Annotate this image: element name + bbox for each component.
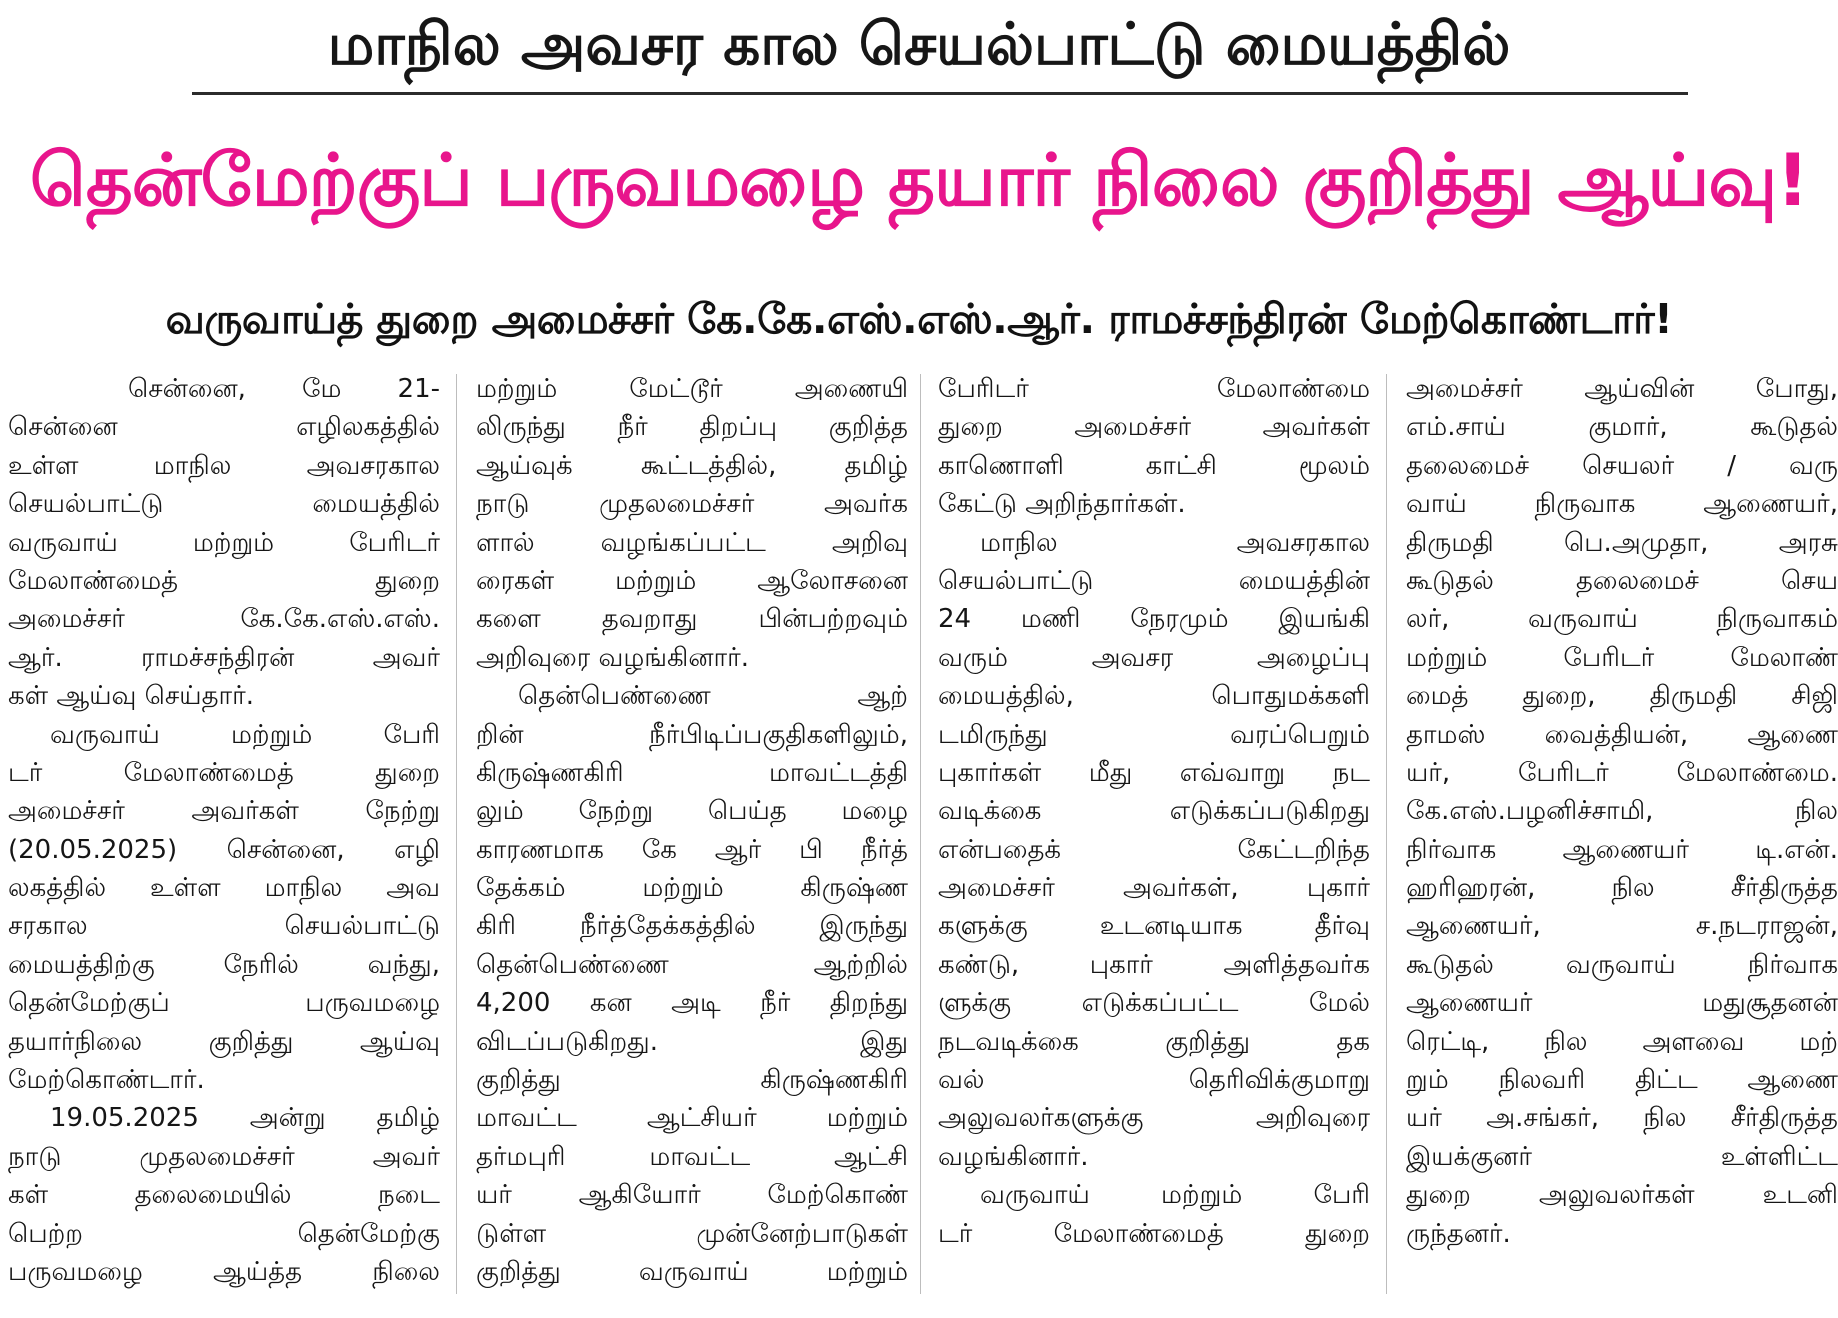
body-line: பெற்ற தென்மேற்கு [8,1218,440,1249]
body-line: இயக்குனர் உள்ளிட்ட [1406,1141,1838,1172]
body-line: கண்டு, புகார் அளித்தவர்க [938,949,1370,980]
body-line: விடப்படுகிறது. இது [476,1026,908,1057]
body-line: தர்மபுரி மாவட்ட ஆட்சி [476,1141,908,1172]
body-line: செயல்பாட்டு மையத்தின் [938,565,1370,596]
body-line: வருவாய் மற்றும் பேரி [50,719,440,750]
body-line: களுக்கு உடனடியாக தீர்வு [938,911,1370,942]
body-line: தேக்கம் மற்றும் கிருஷ்ண [476,873,908,904]
body-line: லும் நேற்று பெய்த மழை [476,796,908,827]
body-line: வருவாய் மற்றும் பேரி [980,1180,1370,1211]
body-line: காணொளி காட்சி மூலம் [938,450,1370,481]
body-line: ஆணையர் மதுசூதனன் [1406,988,1838,1019]
body-line: மேற்கொண்டார். [8,1065,205,1096]
article-column-3 [938,370,1370,1310]
body-line: பேரிடர் மேலாண்மை [938,374,1370,404]
body-line: அமைச்சர் அவர்கள், புகார் [938,873,1370,904]
body-line: வல் தெரிவிக்குமாறு [938,1065,1370,1096]
body-line: லர், வருவாய் நிருவாகம் [1406,604,1838,635]
body-line: ரெட்டி, நில அளவை மற் [1406,1026,1838,1057]
subheadline: வருவாய்த் துறை அமைச்சர் கே.கே.எஸ்.எஸ்.ஆர். ராமச்சந்திரன் மேற்கொண்டார்! [165,295,1673,343]
body-line: கூடுதல் வருவாய் நிர்வாக [1406,949,1838,980]
body-line: யர், பேரிடர் மேலாண்மை. [1406,757,1838,788]
body-line: றின் நீர்பிடிப்பகுதிகளிலும், [476,719,908,750]
body-line: யர் அ.சங்கர், நில சீர்திருத்த [1406,1103,1838,1134]
body-line: கேட்டு அறிந்தார்கள். [938,489,1186,520]
body-line: 19.05.2025 அன்று தமிழ் [50,1103,440,1134]
body-line: அறிவுரை வழங்கினார். [476,642,749,673]
body-line: ளுக்கு எடுக்கப்பட்ட மேல் [938,988,1370,1019]
body-line: அலுவலர்களுக்கு அறிவுரை [938,1103,1370,1134]
body-line: லகத்தில் உள்ள மாநில அவ [8,873,440,904]
body-line: தென்மேற்குப் பருவமழை [8,988,440,1019]
body-line: எம்.சாய் குமார், கூடுதல் [1406,412,1838,443]
body-line: (20.05.2025) சென்னை, எழி [8,834,440,865]
body-line: 4,200 கன அடி நீர் திறந்து [476,988,908,1019]
body-line: கிருஷ்ணகிரி மாவட்டத்தி [476,757,908,788]
column-divider [920,374,921,1294]
body-line: மேலாண்மைத் துறை [8,565,440,596]
body-line: பருவமழை ஆய்த்த நிலை [8,1256,440,1287]
body-line: வாய் நிருவாக ஆணையர், [1406,489,1838,520]
body-line: ளால் வழங்கப்பட்ட அறிவு [476,527,908,558]
article-column-2 [476,370,908,1310]
body-line: மையத்தில், பொதுமக்களி [938,681,1370,712]
body-line: நாடு முதலமைச்சர் அவர்க [476,489,908,520]
body-line: ஆணையர், ச.நடராஜன், [1406,911,1838,942]
body-line: துறை அலுவலர்கள் உடனி [1406,1180,1838,1211]
body-line: ஆர். ராமச்சந்திரன் அவர் [8,642,440,673]
body-line: நாடு முதலமைச்சர் அவர் [8,1141,440,1172]
column-divider [456,374,457,1294]
body-line: மாநில அவசரகால [980,527,1370,558]
article-body [8,370,1838,1310]
body-line: மாவட்ட ஆட்சியர் மற்றும் [476,1103,908,1134]
body-line: கள் ஆய்வு செய்தார். [8,681,254,712]
body-line: தென்பெண்ணை ஆற் [518,681,908,712]
body-line: யர் ஆகியோர் மேற்கொண் [476,1180,908,1211]
body-line: செயல்பாட்டு மையத்தில் [8,489,440,520]
body-line: என்பதைக் கேட்டறிந்த [938,834,1370,865]
body-line: களை தவறாது பின்பற்றவும் [476,604,908,635]
body-line: மைத் துறை, திருமதி சிஜி [1406,681,1838,712]
body-line: துறை அமைச்சர் அவர்கள் [938,412,1370,443]
body-line: 24 மணி நேரமும் இயங்கி [938,604,1370,635]
kicker-rule [192,92,1688,95]
headline: தென்மேற்குப் பருவமழை தயார் நிலை குறித்து ஆய்வு! [29,138,1809,222]
body-line: நிர்வாக ஆணையர் டி.என். [1406,834,1838,865]
body-line: திருமதி பெ.அமுதா, அரசு [1406,527,1838,558]
body-line: டர் மேலாண்மைத் துறை [938,1218,1370,1249]
body-line: அமைச்சர் கே.கே.எஸ்.எஸ். [8,604,440,635]
body-line: டுள்ள முன்னேற்பாடுகள் [476,1218,908,1249]
body-line: வரும் அவசர அழைப்பு [938,642,1370,673]
body-line: சரகால செயல்பாட்டு [8,911,440,942]
body-line: மையத்திற்கு நேரில் வந்து, [8,949,440,980]
body-line: கிரி நீர்த்தேக்கத்தில் இருந்து [476,911,908,942]
body-line: டர் மேலாண்மைத் துறை [8,757,440,788]
body-line: சென்னை எழிலகத்தில் [8,412,440,443]
body-line: ஆய்வுக் கூட்டத்தில், தமிழ் [476,450,908,481]
body-line: கே.எஸ்.பழனிச்சாமி, நில [1406,796,1838,827]
article-column-1 [8,370,440,1310]
body-line: கள் தலைமையில் நடை [8,1180,440,1211]
body-line: தயார்நிலை குறித்து ஆய்வு [8,1026,440,1057]
body-line: புகார்கள் மீது எவ்வாறு நட [938,757,1370,788]
kicker-heading: மாநில அவசர கால செயல்பாட்டு மையத்தில் [327,10,1511,78]
body-line: ஹரிஹரன், நில சீர்திருத்த [1406,873,1838,904]
body-line: மற்றும் மேட்டூர் அணையி [476,374,908,404]
body-line: வழங்கினார். [938,1141,1089,1172]
body-line: உள்ள மாநில அவசரகால [8,450,440,481]
dateline: சென்னை, மே 21- [128,374,440,404]
body-line: டமிருந்து வரப்பெறும் [938,719,1370,750]
body-line: அமைச்சர் அவர்கள் நேற்று [8,796,440,827]
body-line: மற்றும் பேரிடர் மேலாண் [1406,642,1838,673]
body-line: றும் நிலவரி திட்ட ஆணை [1406,1065,1838,1096]
body-line: தாமஸ் வைத்தியன், ஆணை [1406,719,1838,750]
body-line: லிருந்து நீர் திறப்பு குறித்த [476,412,908,443]
body-line: தலைமைச் செயலர் / வரு [1406,450,1838,481]
body-line: குறித்து வருவாய் மற்றும் [476,1256,908,1287]
body-line: அமைச்சர் ஆய்வின் போது, [1406,374,1838,404]
body-line: வருவாய் மற்றும் பேரிடர் [8,527,440,558]
body-line: காரணமாக கே ஆர் பி நீர்த் [476,834,908,865]
body-line: ரைகள் மற்றும் ஆலோசனை [476,565,908,596]
body-line: ருந்தனர். [1406,1218,1511,1249]
body-line: குறித்து கிருஷ்ணகிரி [476,1065,908,1096]
body-line: நடவடிக்கை குறித்து தக [938,1026,1370,1057]
column-divider [1386,374,1387,1294]
body-line: கூடுதல் தலைமைச் செய [1406,565,1838,596]
body-line: தென்பெண்ணை ஆற்றில் [476,949,908,980]
body-line: வடிக்கை எடுக்கப்படுகிறது [938,796,1370,827]
article-column-4 [1406,370,1838,1310]
